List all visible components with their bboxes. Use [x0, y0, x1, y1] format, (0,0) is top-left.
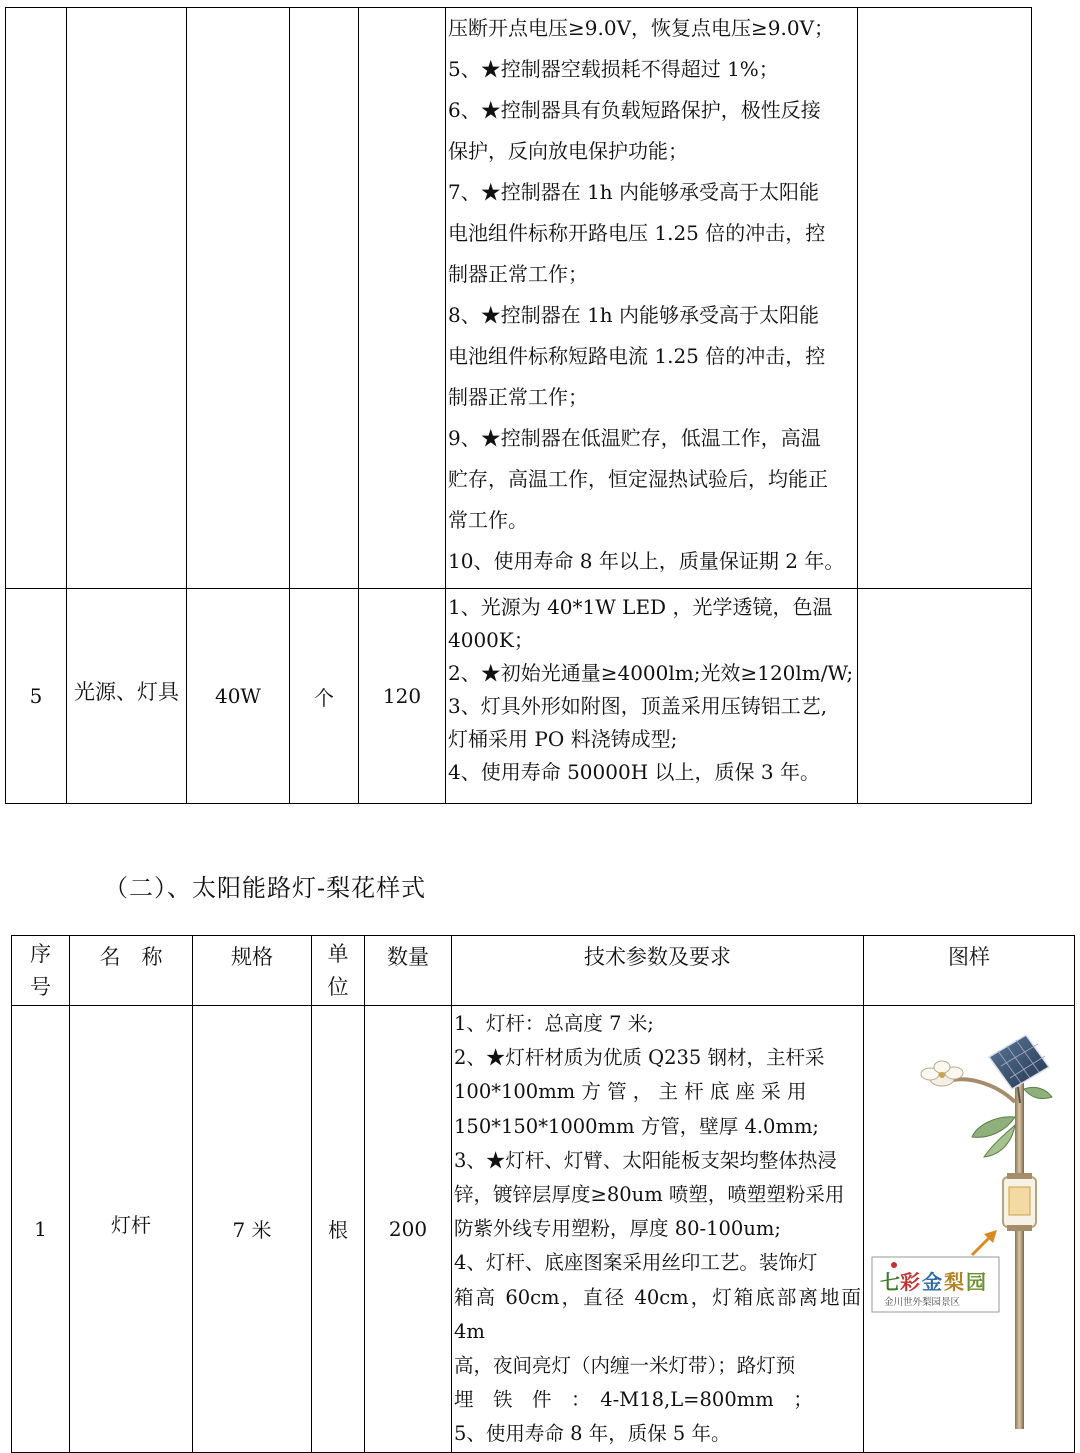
header-image: 图样	[864, 936, 1075, 1006]
cell-tech-spec	[452, 1006, 864, 1453]
svg-text:园: 园	[966, 1269, 986, 1294]
header-name: 名 称	[70, 936, 193, 1006]
cell-no: 1	[12, 1006, 70, 1453]
spec-line: 1、光源为 40*1W LED ，光学透镜，色温	[448, 595, 833, 619]
scenic-logo	[872, 1257, 999, 1312]
lamp-arm	[946, 1079, 1015, 1102]
spec-line: 150*150*1000mm 方管，壁厚 4.0mm;	[454, 1114, 820, 1138]
spec-line: 灯桶采用 PO 料浇铸成型;	[448, 727, 678, 751]
header-spec: 规格	[193, 936, 312, 1006]
spec-line: 8、★控制器在 1h 内能够承受高于太阳能	[448, 303, 820, 327]
cell-image	[858, 8, 1032, 589]
cell-tech-spec	[446, 589, 858, 804]
spec-line: 7、★控制器在 1h 内能够承受高于太阳能	[448, 180, 820, 204]
spec-line: 6、★控制器具有负载短路保护，极性反接	[448, 98, 821, 122]
spec-line: 1、灯杆：总高度 7 米;	[454, 1012, 654, 1035]
spec-line: 锌，镀锌层厚度≥80um 喷塑，喷塑塑粉采用	[454, 1183, 845, 1207]
cell-unit: 个	[290, 589, 359, 804]
cell-spec: 7 米	[193, 1006, 312, 1453]
cell-no: 5	[6, 589, 67, 804]
spec-line: 压断开点电压≥9.0V，恢复点电压≥9.0V；	[448, 16, 835, 40]
logo-caption: 金川世外梨园景区	[884, 1296, 961, 1308]
cell-name: 光源、灯具	[67, 589, 187, 804]
spec-line: 2、★灯杆材质为优质 Q235 钢材，主杆采	[454, 1046, 825, 1070]
svg-text:金: 金	[922, 1269, 942, 1294]
cell-spec	[187, 8, 290, 589]
svg-text:彩: 彩	[900, 1269, 920, 1294]
spec-line: 贮存，高温工作，恒定湿热试验后，均能正	[448, 467, 828, 491]
header-qty: 数量	[365, 936, 452, 1006]
svg-text:七: 七	[880, 1269, 900, 1294]
spec-line: 10、使用寿命 8 年以上，质量保证期 2 年。	[448, 549, 845, 573]
spec-line: 制器正常工作；	[448, 262, 588, 286]
table-row	[6, 8, 1032, 589]
cell-tech-spec	[446, 8, 858, 589]
cell-unit	[290, 8, 359, 589]
spec-line: 电池组件标称短路电流 1.25 倍的冲击，控	[448, 344, 826, 368]
spec-line: 常工作。	[448, 508, 528, 532]
spec-line: 100*100mm 方 管 ， 主 杆 底 座 采 用	[454, 1080, 807, 1104]
section-heading: （二）、太阳能路灯-梨花样式	[104, 874, 427, 902]
flower-lamp-head-icon	[921, 1061, 963, 1086]
spec-table-lamp	[5, 7, 1032, 804]
spec-line: 防紫外线专用塑粉，厚度 80-100um;	[454, 1217, 781, 1241]
svg-text:梨: 梨	[944, 1269, 964, 1294]
table-header-row	[12, 936, 1075, 1006]
spec-line: 高，夜间亮灯（内缠一米灯带）；路灯预	[454, 1354, 796, 1378]
spec-line: 3、灯具外形如附图，顶盖采用压铸铝工艺,	[448, 694, 828, 718]
spec-line: 3、★灯杆、灯臂、太阳能板支架均整体热浸	[454, 1148, 837, 1172]
cell-unit: 根	[312, 1006, 365, 1453]
spec-line: 5、★控制器空载损耗不得超过 1%；	[448, 57, 779, 81]
cell-qty: 120	[359, 589, 446, 804]
lantern-box-icon	[1003, 1173, 1036, 1231]
spec-line: 埋 铁 件 ： 4-M18,L=800mm ；	[454, 1388, 813, 1412]
lamp-pole	[1015, 1067, 1024, 1429]
table-row	[6, 589, 1032, 804]
spec-line: 9、★控制器在低温贮存，低温工作，高温	[448, 426, 821, 450]
cell-no	[6, 8, 67, 589]
spec-line: 4、使用寿命 50000H 以上，质保 3 年。	[448, 760, 820, 784]
street-lamp-drawing	[864, 1027, 1073, 1431]
spec-line: 5、使用寿命 8 年，质保 5 年。	[454, 1422, 731, 1446]
cell-spec: 40W	[187, 589, 290, 804]
header-unit: 单位	[312, 936, 365, 1006]
cell-name: 灯杆	[70, 1006, 193, 1453]
cell-qty: 200	[365, 1006, 452, 1453]
spec-line: 4、灯杆、底座图案采用丝印工艺。装饰灯	[454, 1251, 818, 1275]
arrow-icon	[972, 1230, 997, 1255]
cell-qty	[359, 8, 446, 589]
cell-name	[67, 8, 187, 589]
spec-table-pole	[11, 935, 1075, 1453]
header-no: 序号	[12, 936, 70, 1006]
spec-line: 箱高 60cm，直径 40cm，灯箱底部离地面 4m	[454, 1285, 861, 1343]
spec-line: 制器正常工作；	[448, 385, 588, 409]
spec-line: 4000K；	[448, 628, 534, 652]
cell-image	[864, 1006, 1075, 1453]
spec-line: 保护，反向放电保护功能；	[448, 139, 688, 163]
spec-line: 电池组件标称开路电压 1.25 倍的冲击，控	[448, 221, 826, 245]
table-row	[12, 1006, 1075, 1453]
header-tech: 技术参数及要求	[452, 936, 864, 1006]
cell-image	[858, 589, 1032, 804]
spec-line: 2、★初始光通量≥4000lm;光效≥120lm/W;	[448, 661, 854, 685]
